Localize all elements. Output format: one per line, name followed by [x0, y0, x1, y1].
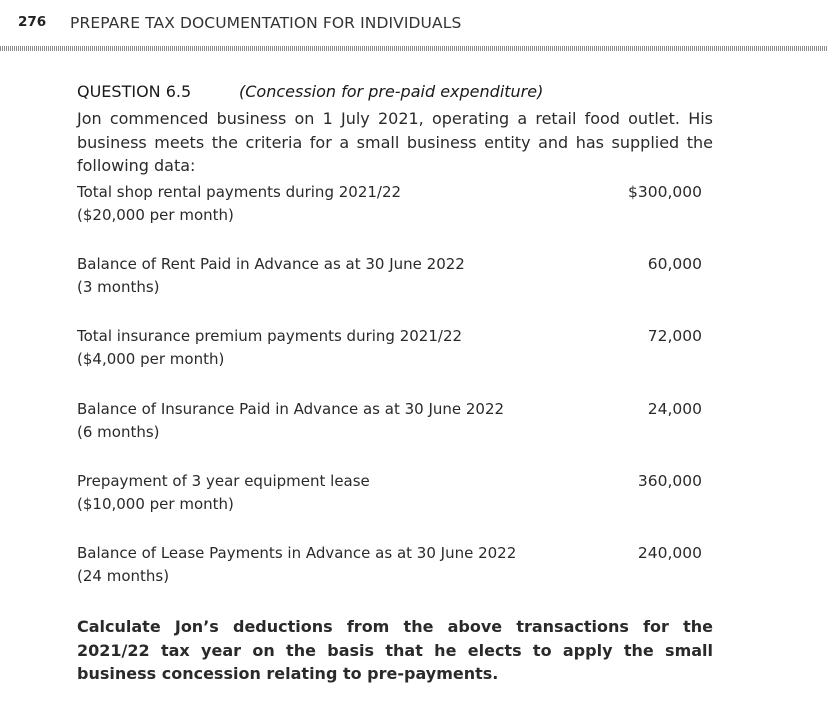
data-row-detail: ($10,000 per month) [77, 494, 234, 513]
data-row-detail: (3 months) [77, 277, 160, 296]
question-number: QUESTION 6.5 [77, 82, 192, 101]
data-row-detail: ($4,000 per month) [77, 349, 225, 368]
data-row-description [77, 253, 597, 298]
data-row-detail: (24 months) [77, 566, 170, 585]
header-divider [0, 46, 828, 51]
question-intro: Jon commenced business on 1 July 2021, operating a retail food outlet. His business meets the criteria for a small business entity and has supplied the following data: [77, 109, 713, 175]
question-subtitle: (Concession for pre-paid expenditure) [239, 82, 544, 101]
data-row-description [77, 181, 597, 226]
data-row-description [77, 542, 597, 587]
data-row-description [77, 470, 597, 515]
data-row-amount: 240,000 [637, 544, 702, 562]
data-row-detail: (6 months) [77, 422, 160, 441]
page-header [0, 14, 828, 38]
page-number: 276 [18, 14, 47, 30]
data-row-label: Prepayment of 3 year equipment lease [77, 472, 370, 490]
data-row-amount: 60,000 [647, 255, 702, 273]
question-task: Calculate Jon’s deductions from the above transactions for the 2021/22 tax year on the basis that he elects to apply the small business concession relating to pre-payments. [77, 617, 713, 683]
data-row-label: Balance of Rent Paid in Advance as at 30 June 2022 [77, 255, 465, 273]
data-row-amount: 24,000 [647, 400, 702, 418]
data-row-detail: ($20,000 per month) [77, 205, 234, 224]
question-heading [77, 82, 543, 101]
running-head: PREPARE TAX DOCUMENTATION FOR INDIVIDUALS [70, 14, 462, 32]
data-row-label: Balance of Insurance Paid in Advance as at 30 June 2022 [77, 400, 505, 418]
data-row-amount: $300,000 [628, 183, 702, 201]
data-row-label: Balance of Lease Payments in Advance as at 30 June 2022 [77, 544, 517, 562]
data-row-label: Total insurance premium payments during 2021/22 [77, 327, 463, 345]
data-row-amount: 360,000 [637, 472, 702, 490]
data-row-description [77, 325, 597, 370]
data-row-amount: 72,000 [647, 327, 702, 345]
data-row-description [77, 398, 597, 443]
data-row-label: Total shop rental payments during 2021/22 [77, 183, 402, 201]
